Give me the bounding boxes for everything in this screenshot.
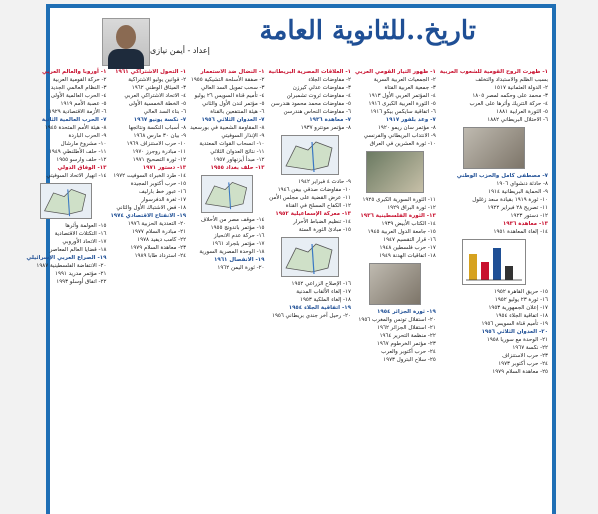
column-text-line: ٢٢- كامب ديفيد ١٩٧٨ [137,237,187,243]
column-text-line: ١٩- الانفصال ١٩٦١ [213,257,265,263]
column-text-line: ٢- صفقة الأسلحة التشيكية ١٩٥٥ [190,77,265,83]
column-text-line: ٢- حركة القومية العربية [52,77,107,83]
page-header [50,8,552,66]
column-text-line: ٤- الحرب العالمية الأولى [50,93,107,99]
historical-photo [463,127,525,169]
column-text-line: ٢٠- ثورة اليمن ١٩٦٢ [217,265,265,271]
column-text-line: ٨- مؤتمر سان ريمو ١٩٢٠ [377,125,436,131]
column-text-line: ١٣- حلف بغداد ١٩٥٥ [210,165,265,171]
coast-map [201,175,253,213]
column-text-line: ٩- الانتداب البريطاني والفرنسي [363,133,436,139]
column-text-line: ١٤- طرد الخبراء السوفيت ١٩٧٢ [113,173,187,179]
column-text-line: ١١- تصريح ٢٨ فبراير ١٩٢٢ [487,205,548,211]
column-2 [355,68,436,514]
column-text-line: ١٩- ثورة الجزائر ١٩٥٤ [376,309,436,315]
column-text-line: ١٣- الوفاق الدولي [57,165,107,171]
column-text-line: ١٠- مفاوضات صدقي بيفن ١٩٤٦ [277,187,351,193]
column-text-line: ٩- الحماية البريطانية ١٩١٤ [488,189,548,195]
column-text-line: ٢٤- حرب أكتوبر والعرب [381,349,436,355]
column-text-line: ٢٣- معاهدة السلام ١٩٧٩ [130,245,187,251]
column-text-line: ١٢- حلف وارسو ١٩٥٥ [56,157,107,163]
column-text-line: ٢٠- الانتفاضة الفلسطينية ١٩٨٧ [36,263,107,269]
column-text-line: ١- النضال ضد الاستعمار [200,69,265,75]
column-text-line: ٢٠- رحيل آخر جندي بريطاني ١٩٥٦ [271,313,351,319]
column-text-line: ١١- عرض القضية على مجلس الأمن [269,195,351,201]
column-text-line: ٩- حادث ٤ فبراير ١٩٤٢ [298,179,351,185]
column-text-line: ١٢- مبدأ أيزنهاور ١٩٥٧ [213,157,265,163]
column-text-line: ٨- مؤتمر مونترو ١٩٣٧ [300,125,351,131]
column-text-line: ٢٥- معاهدة السلام ١٩٧٩ [492,369,548,375]
column-text-line: ١٠- مشروع مارشال [60,141,107,147]
column-text-line: ٦- بناء السد العالي [143,109,187,115]
column-text-line: ٨- أسباب النكسة ونتائجها [128,125,187,131]
canal-map [281,237,339,277]
column-3 [269,68,351,514]
author-byline: إعداد - أيمن نيازى [150,46,210,55]
portrait-photo [369,263,421,305]
column-text-line: ١٩- الصراع العربي الإسرائيلي [26,255,107,261]
column-text-line: ٢١- مؤتمر مدريد ١٩٩١ [55,271,107,277]
column-text-line: ١٢- الكفاح المسلح في القناة [285,203,351,209]
column-text-line: ١٧- ثغرة الدفرسوار [141,197,187,203]
column-text-line: ٥- مفاوضات محمد محمود هندرسن [271,101,351,107]
column-text-line: ١٦- قرار التقسيم ١٩٤٧ [383,237,436,243]
column-text-line: ١٩- تأميم قناة السويس ١٩٥٦ [481,321,548,327]
column-text-line: ١٧- إلغاء الألقاب المدنية [296,289,351,295]
column-text-line: ١٤- موقف مصر من الأحلاف [200,217,265,223]
column-text-line: ٤- مفاوضات ثروت تشمبرلن [286,93,351,99]
column-text-line: ١٢- ثورة التصحيح ١٩٧١ [132,157,187,163]
column-text-line: ١٠- ثورة العشرين في العراق [369,141,436,147]
column-text-line: ١٤- إلغاء المعاهدة ١٩٥١ [493,229,548,235]
column-text-line: ٣- جمعية العربية الفتاة [384,85,436,91]
column-text-line: ١٦- عبور خط بارليف [138,189,187,195]
column-text-line: ٢٤- حرب أكتوبر ١٩٧٣ [498,361,548,367]
column-text-line: ١٠- ثورة ١٩١٩ بقيادة سعد زغلول [472,197,548,203]
column-text-line: ٥- عصبة الأمم ١٩١٩ [60,101,107,107]
column-text-line: ٤- الاتحاد الاشتراكي العربي [124,93,187,99]
column-text-line: ٩- بيان ٣٠ مارس ١٩٦٨ [133,133,187,139]
column-text-line: ١٧- إعلان الجمهورية ١٩٥٣ [488,305,548,311]
column-text-line: ٦- الاحتلال البريطاني ١٨٨٢ [487,117,548,123]
column-text-line: ١٧- حرب فلسطين ١٩٤٨ [379,245,436,251]
column-text-line: ١٨- إلغاء الملكية ١٩٥٣ [300,297,351,303]
column-text-line: ١٥- العولمة وأثرها [65,223,107,229]
column-text-line: ١١- مبادرة روجرز ١٩٧٠ [132,149,187,155]
column-text-line: ١٥- حريق القاهرة ١٩٥٢ [493,289,548,295]
column-text-line: ٧- مصطفى كامل والحزب الوطني [456,173,548,179]
column-text-line: ١٣- معاهدة ١٩٣٦ [502,221,548,227]
column-text-line: ٢١- الوحدة مع سوريا ١٩٥٨ [486,337,548,343]
column-5 [110,68,186,514]
column-1 [440,68,548,514]
column-text-line: ٣- الميثاق الوطني ١٩٦٢ [131,85,187,91]
column-6 [26,68,106,514]
column-text-line: ١١- الثورة السورية الكبرى ١٩٢٥ [362,197,436,203]
column-text-line: ١٣- الثورة الفلسطينية ١٩٣٦ [360,213,436,219]
column-text-line: ١٣- معركة الإسماعيلية ١٩٥٢ [275,211,351,217]
column-text-line: ٧- معاهدة ١٩٣٦ [309,117,351,123]
column-text-line: ١- العلاقات المصرية البريطانية [268,69,351,75]
column-text-line: ٢- الجمعيات العربية السرية [373,77,436,83]
column-text-line: ٢- مفاوضات الجلاء [308,77,351,83]
column-text-line: ١١- نتائج العدوان الثلاثي [210,149,265,155]
column-text-line: ٢٠- التعددية الحزبية ١٩٧٦ [127,221,187,227]
column-text-line: ١٥- جامعة الدول العربية ١٩٤٥ [367,229,436,235]
column-text-line: ٢٣- مؤتمر الخرطوم ١٩٦٧ [376,341,436,347]
column-text-line: ١٠- انسحاب القوات المعتدية [199,141,265,147]
column-text-line: ٢٢- اتفاق أوسلو ١٩٩٣ [56,279,107,285]
column-text-line: ١٩- اتفاقية الجلاء ١٩٥٤ [288,305,351,311]
column-text-line: ٦- اتفاقية سايكس بيكو ١٩١٦ [370,109,436,115]
column-text-line: ٨- حادثة دنشواي ١٩٠٦ [496,181,548,187]
column-text-line: ١٨- اتفاقيات الهدنة ١٩٤٩ [379,253,436,259]
author-photo-head [116,25,136,49]
column-text-line: ٩- الحرب الباردة [68,133,107,139]
column-text-line: ٨- هيئة الأمم المتحدة ١٩٤٥ [44,125,107,131]
column-text-line: ٣- محمد على وحكمه لمصر ١٨٠٥ [472,93,548,99]
column-text-line: ١٤- تنظيم الضباط الأحرار [293,219,351,225]
column-text-line: ١٥- مؤتمر باندونج ١٩٥٥ [210,225,265,231]
column-text-line: ٧- وعد بلفور ١٩١٧ [385,117,436,123]
column-text-line: ٥- الثورة العرابية ١٨٨١ [496,109,548,115]
column-text-line: ٧- الحرب العالمية الثانية [41,117,107,123]
newspaper-page [26,4,556,514]
column-text-line: ١٢- ثورة البراق ١٩٢٩ [387,205,436,211]
column-text-line: ١- ظهرت الروح القومية للشعوب العربية [439,69,548,75]
column-text-line: ٦- الأزمة الاقتصادية ١٩٢٩ [48,109,107,115]
column-text-line: بسبب الظلم والاستبداد والتخلف [475,77,548,83]
column-text-line: ٥- الخطة الخمسية الأولى [128,101,187,107]
column-text-line: ١- التحول الاشتراكي ١٩٦١ [115,69,187,75]
column-text-line: ٩- الإنذار السوفيتي [221,133,265,139]
author-photo-body [108,49,144,69]
column-text-line: ١٨- فض الاشتباك الأول والثاني [116,205,187,211]
column-text-line: ٤- حركة التتريك وأثرها على العرب [469,101,548,107]
column-text-line: ١- ظهور التيار القومي العربي [354,69,436,75]
column-text-line: ٧- العدوان الثلاثي ١٩٥٦ [201,117,265,123]
column-text-line: ٣- مفاوضات عدلي كيرزن [292,85,351,91]
column-text-line: ١- أوروبا والعالم العربي [42,69,107,75]
column-text-line: ٧- نكسة يونيو ١٩٦٧ [133,117,187,123]
column-text-line: ١٩- الانفتاح الاقتصادي ١٩٧٤ [110,213,187,219]
column-text-line: ٦- مفاوضات النحاس هندرسن [283,109,351,115]
soldiers-photo [366,151,424,193]
peninsula-map [40,183,92,219]
column-text-line: ٥- الثورة العربية الكبرى ١٩١٦ [368,101,436,107]
column-text-line: ٢٢- منظمة التحرير ١٩٦٤ [379,333,436,339]
column-text-line: ١٨- قضايا العالم المعاصر [49,247,107,253]
region-map [281,135,339,175]
column-text-line: ٢٤- استرداد طابا ١٩٨٩ [134,253,187,259]
column-text-line: ١٤- انهيار الاتحاد السوفيتي [46,173,107,179]
column-4 [190,68,264,514]
column-text-line: ٢٠- استقلال تونس والمغرب ١٩٥٦ [358,317,436,323]
page-title: تاريخ..للثانوية العامة [259,16,476,46]
column-text-line: ٢١- مبادرة السلام ١٩٧٧ [132,229,187,235]
column-text-line: ١١- حلف الأطلنطي ١٩٤٩ [48,149,107,155]
column-text-line: ١٦- حركة عدم الانحياز [214,233,265,239]
column-text-line: ٢٣- حرب الاستنزاف [502,353,548,359]
column-text-line: ١٤- الكتاب الأبيض ١٩٣٩ [381,221,436,227]
column-text-line: ٢٠- العدوان الثلاثي ١٩٥٦ [481,329,548,335]
column-text-line: ١٧- الاتحاد الأوروبي [62,239,107,245]
column-text-line: ١٦- الإصلاح الزراعي ١٩٥٢ [291,281,351,287]
column-text-line: ١٦- ثورة ٢٣ يوليو ١٩٥٢ [494,297,548,303]
column-text-line: ١٨- الوحدة المصرية السورية [199,249,265,255]
column-text-line: ١٠- حرب الاستنزاف ١٩٦٩ [126,141,187,147]
column-text-line: ٢- الدولة العثمانية ١٥١٧ [494,85,548,91]
column-text-line: ١٥- مبادئ الثورة الستة [298,227,351,233]
column-text-line: ٢٢- نكسة ١٩٦٧ [512,345,548,351]
column-text-line: ١٧- مؤتمر بلجراد ١٩٦١ [212,241,265,247]
column-text-line: ١٣- دستور ١٩٧١ [142,165,187,171]
column-text-line: ٣- النظام العالمي الجديد [50,85,107,91]
column-text-line: ٥- مؤتمر لندن الأول والثاني [202,101,265,107]
article-columns [26,68,548,514]
column-text-line: ٨- المقاومة الشعبية في بورسعيد [190,125,265,131]
column-text-line: ١٥- حرب أكتوبر المجيدة [130,181,187,187]
column-text-line: ٢- قوانين يوليو الاشتراكية [128,77,187,83]
column-text-line: ١٨- اتفاقية الجلاء ١٩٥٤ [495,313,548,319]
column-text-line: ٢١- استقلال الجزائر ١٩٦٢ [377,325,436,331]
column-text-line: ٣- سحب تمويل السد العالي [200,85,265,91]
column-text-line: ١٢- دستور ١٩٢٣ [510,213,548,219]
column-text-line: ٤- تأميم قناة السويس ٢٦ يوليو [194,93,265,99]
bar-figure [462,239,526,285]
column-text-line: ٢٥- سلاح البترول ١٩٧٣ [383,357,436,363]
column-text-line: ١٦- التكتلات الاقتصادية [54,231,107,237]
column-text-line: ٦- هيئة المنتفعين بالقناة [210,109,265,115]
column-text-line: ٤- المؤتمر العربي الأول ١٩١٣ [368,93,436,99]
author-photo [102,18,150,66]
